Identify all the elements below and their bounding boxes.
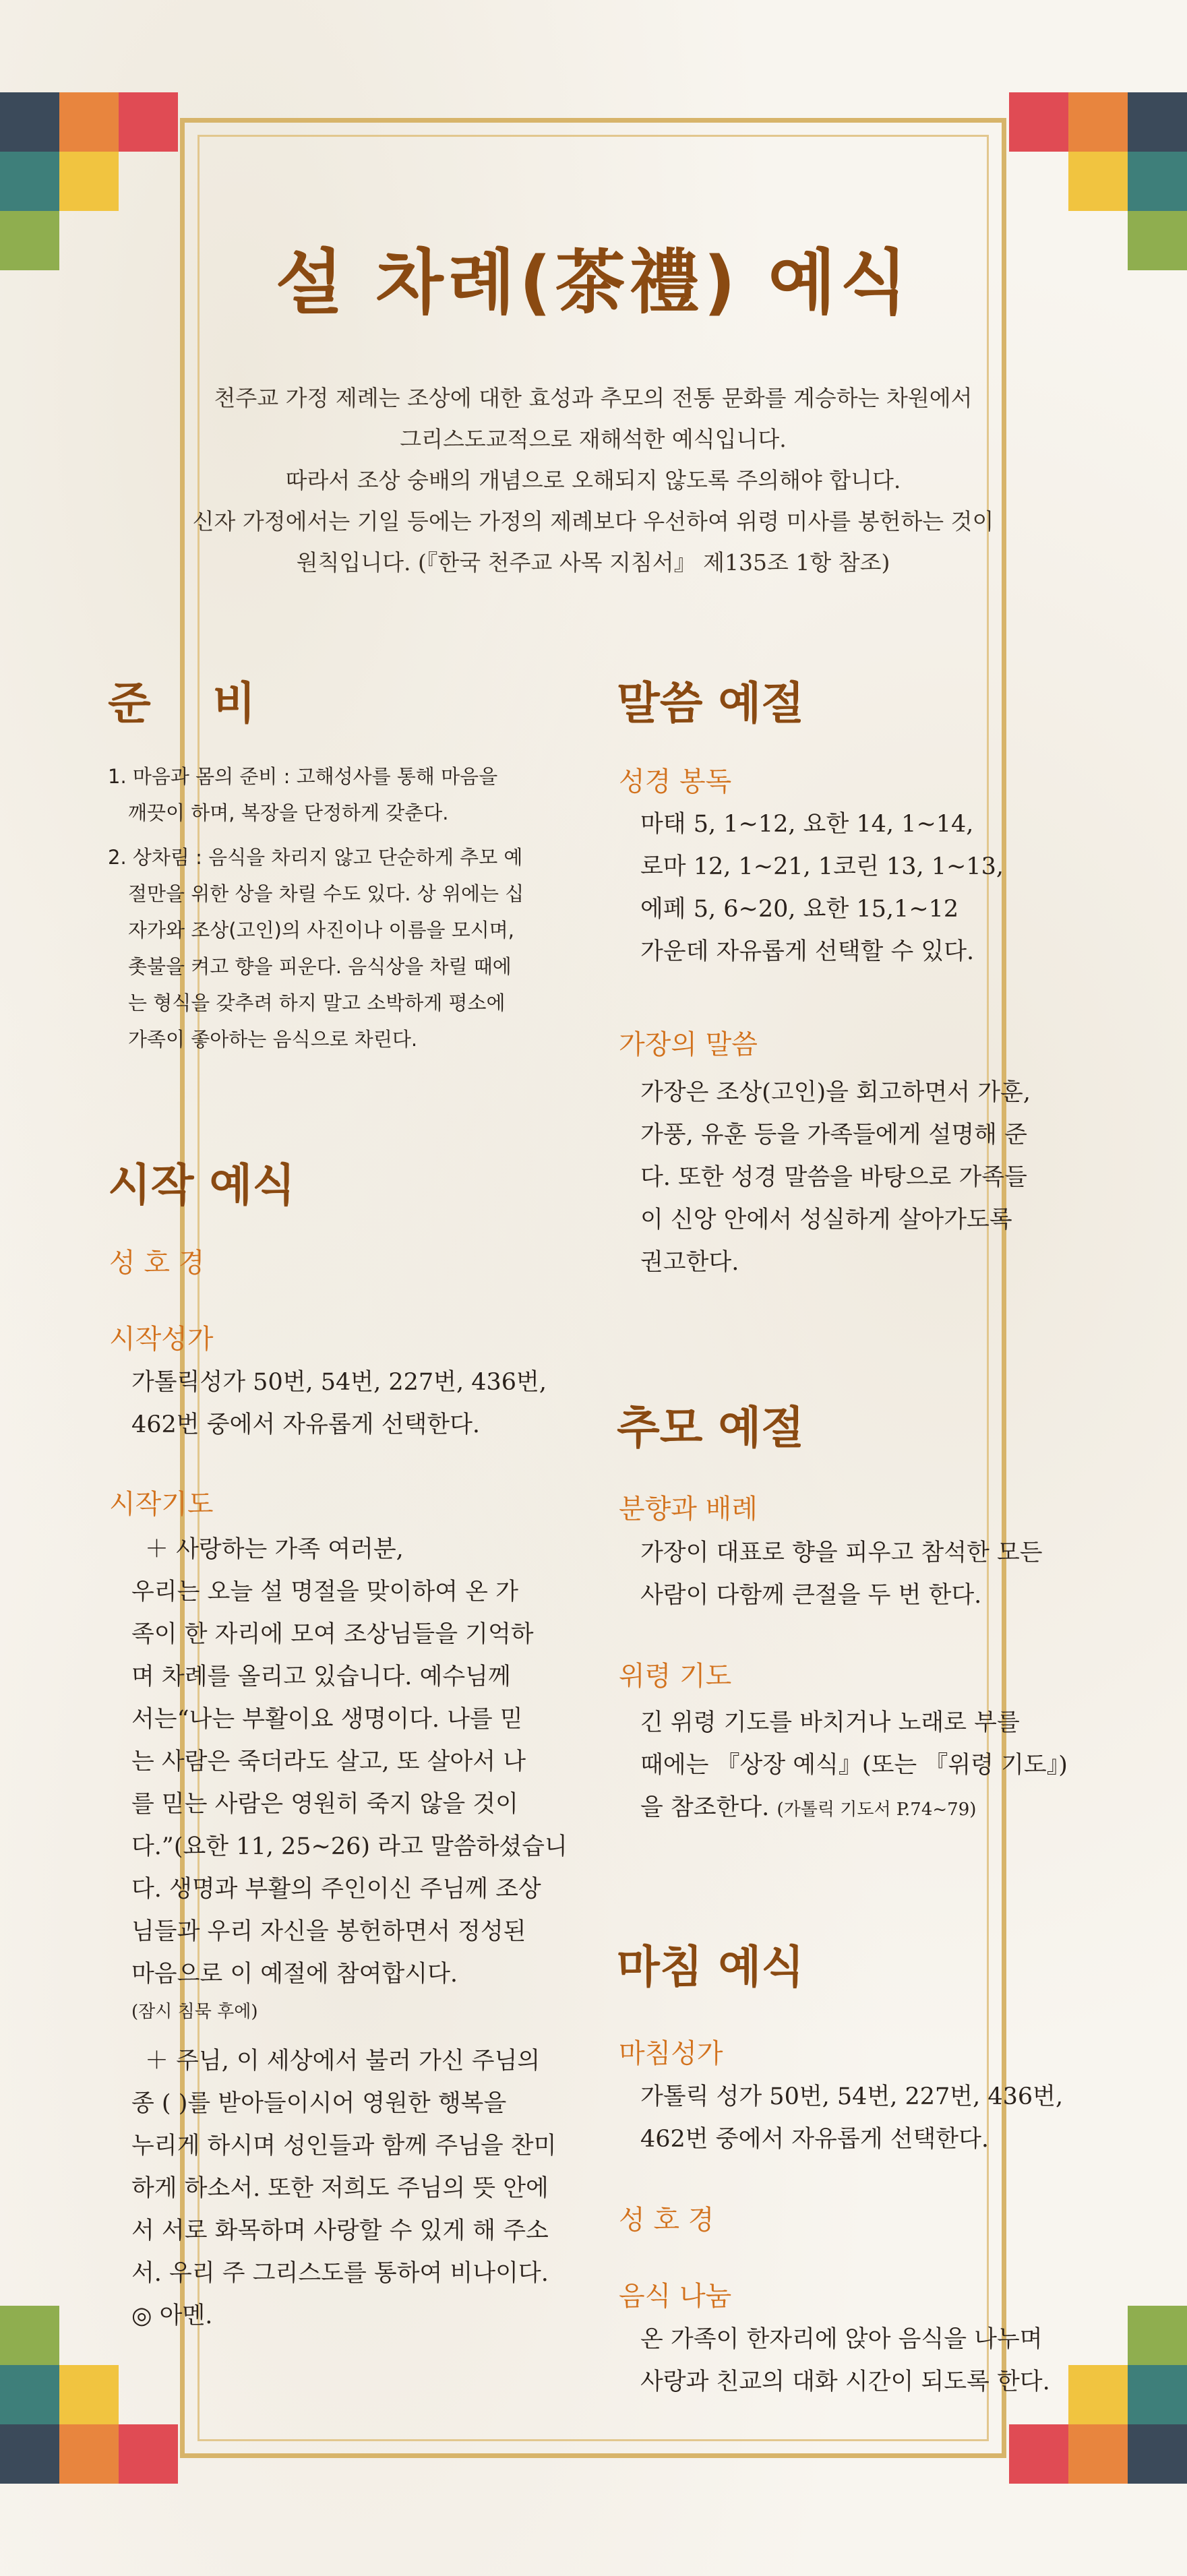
start-prayer-title: 시작기도 [109,1489,214,1520]
head-word-body: 가장은 조상(고인)을 회고하면서 가훈, 가풍, 유훈 등을 가족들에게 설명해 준 다. 또한 성경 말씀을 바탕으로 가족들 이 신앙 안에서 성실하게 살아가도록 권고한다. [640,1079,1031,1276]
intro-line: 천주교 가정 제례는 조상에 대한 효성과 추모의 전통 문화를 계승하는 차원에서 [214,385,973,411]
start-heading: 시작 예식 [108,1159,296,1211]
meal-title: 음식 나눔 [619,2281,732,2312]
memorial-prayer-title: 위령 기도 [619,1661,732,1692]
word-section [617,667,804,731]
start-hymn-body: 가톨릭성가 50번, 54번, 227번, 436번, 462번 중에서 자유롭게 선택한다. [131,1369,547,1438]
prep-item-2: 2. 상차림 : 음식을 차리지 않고 단순하게 추모 예 절만을 위한 상을 차릴 수도 있다. 상 위에는 십 자가와 조상(고인)의 사진이나 이름을 모시며, 촛불을 켜고 향을 피운다. 음식상을 차릴 때에 는 형식을 갖추려 하지 말고 소박하게 평소에 가족이 좋아하는 음식으로 차린다. [108,846,524,1051]
start-sign-of-cross: 성 호 경 [109,1248,205,1279]
closing-hymn-title: 마침성가 [619,2038,723,2069]
start-hymn-title: 시작성가 [109,1324,214,1355]
prep-heading: 준 비 [108,677,256,729]
intro-line: 원칙입니다. (『한국 천주교 사목 지침서』 제135조 1항 참조) [296,549,890,576]
closing-section [617,1931,804,1995]
closing-sign-of-cross: 성 호 경 [619,2205,714,2236]
intro-line: 그리스도교적으로 재해석한 예식입니다. [400,426,787,452]
page-title: 설 차례(茶禮) 예식 [275,241,912,324]
start-prayer-body: ＋ 사랑하는 가족 여러분, 우리는 오늘 설 명절을 맞이하여 온 가 족이 한 자리에 모여 조상님들을 기억하 며 차례를 올리고 있습니다. 예수님께 서는“나는 부활이요 생명이다. 나를 믿 는 사람은 죽더라도 살고, 또 살아서 나 를 믿는 사람은 영원히 죽지 않을 것이 다.”(요한 11, 25~26) 라고 말씀하셨습니 다. 생명과 부활의 주인이신 주님께 조상 님들과 우리 자신을 봉헌하면서 정성된 마음으로 이 예절에 참여합시다. (잠시 침묵 후에) ＋ 주님, 이 세상에서 불러 가신 주님의 종 ( )를 받아들이시어 영원한 행복을 누리게 하시며 성인들과 함께 주님을 찬미 하게 하소서. 또한 저희도 주님의 뜻 안에 서 서로 화목하며 사랑할 수 있게 해 주소 서. 우리 주 그리스도를 통하여 비나이다. ◎ 아멘. [131,1536,568,2329]
memorial-section [617,1392,804,1456]
reading-title: 성경 봉독 [619,766,732,797]
meal-body: 온 가족이 한자리에 앉아 음식을 나누며 사랑과 친교의 대화 시간이 되도록 한다. [640,2326,1050,2395]
closing-hymn-body: 가톨릭 성가 50번, 54번, 227번, 436번, 462번 중에서 자유롭게 선택한다. [640,2083,1064,2153]
intro-line: 신자 가정에서는 기일 등에는 가정의 제례보다 우선하여 위령 미사를 봉헌하는 것이 [192,508,994,534]
closing-heading: 마침 예식 [617,1941,805,1993]
start-section [108,1149,295,1213]
incense-body: 가장이 대표로 향을 피우고 참석한 모든 사람이 다함께 큰절을 두 번 한다. [640,1539,1043,1609]
silence-note: (잠시 침묵 후에) [131,2002,258,2022]
intro-paragraph [121,377,1065,583]
intro-line: 따라서 조상 숭배의 개념으로 오해되지 않도록 주의해야 합니다. [285,467,901,493]
prep-item-1: 1. 마음과 몸의 준비 : 고해성사를 통해 마음을 깨끗이 하며, 복장을 단정하게 갖춘다. [108,765,498,824]
memorial-heading: 추모 예절 [617,1402,805,1454]
prayer-book-reference: (가톨릭 기도서 P.74~79) [777,1800,977,1820]
incense-title: 분향과 배례 [619,1494,758,1525]
word-heading: 말씀 예절 [617,677,805,729]
left-column [108,667,593,731]
head-word-title: 가장의 말씀 [619,1029,758,1060]
prep-list [108,758,593,1057]
memorial-prayer-body: 긴 위령 기도를 바치거나 노래로 부를 때에는 『상장 예식』(또는 『위령 기도』) 을 참조한다. (가톨릭 기도서 P.74~79) [640,1709,1068,1821]
reading-body: 마태 5, 1~12, 요한 14, 1~14, 로마 12, 1~21, 1코린 13, 1~13, 에페 5, 6~20, 요한 15,1~12 가운데 자유롭게 선택할 수 있다. [640,811,1004,965]
